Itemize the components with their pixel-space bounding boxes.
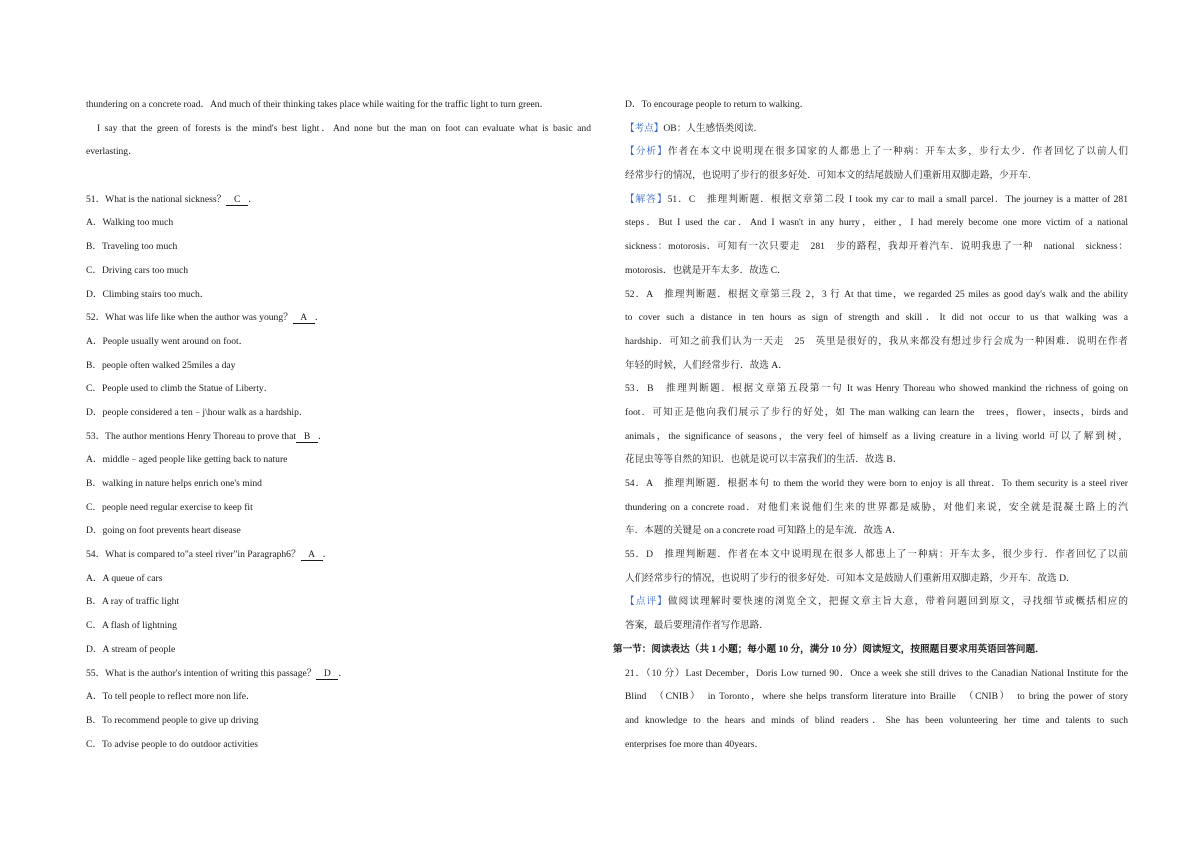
question-55-stem: 55．What is the author's intention of writing this passage？ D ． bbox=[86, 667, 348, 679]
answer-blank: A bbox=[301, 549, 323, 561]
right-column bbox=[613, 93, 1128, 756]
option: B．Traveling too much bbox=[86, 241, 178, 253]
answer-55-line: 55．D 推理判断题．作者在本文中说明现在很多人都患上了一种病：开车太多，很少步行．作者回忆了以前 bbox=[625, 549, 1128, 561]
answer-blank: A bbox=[293, 312, 315, 324]
option: D．A stream of people bbox=[86, 643, 176, 655]
question-54-stem: 54．What is compared to"a steel river"in Paragraph6？ A ． bbox=[86, 549, 333, 561]
jieda-line: steps．But I used the car．And I wasn't in any hurry，either，I had merely become one more victim of a national bbox=[625, 217, 1128, 229]
option: A．A queue of cars bbox=[86, 572, 163, 584]
question-53-stem: 53．The author mentions Henry Thoreau to prove that B ． bbox=[86, 430, 328, 442]
option: C．people need regular exercise to keep fit bbox=[86, 501, 253, 513]
answer-55-line: 人们经常步行的情况，也说明了步行的很多好处．可知本文是鼓励人们重新用双脚走路，少开车．故选 D． bbox=[625, 572, 1076, 584]
dianping-line: 【点评】做阅读理解时要快速的浏览全文，把握文章主旨大意，带着问题回到原文，寻找细节或概括相应的 bbox=[625, 596, 1128, 608]
kaodian-tag: 【考点】 bbox=[625, 122, 664, 134]
answer-53-line: 53．B 推理判断题．根据文章第五段第一句 It was Henry Thoreau who showed mankind the richness of going on bbox=[625, 383, 1128, 395]
jieda-tag: 【解答】 bbox=[625, 193, 668, 205]
option: D．people considered a ten﹣j\hour walk as a hardship． bbox=[86, 406, 309, 418]
option: A．Walking too much bbox=[86, 217, 174, 229]
question-21-line: Blind （CNIB） in Toronto，where she helps transform literature into Braille （CNIB） to bring the power of story bbox=[625, 691, 1128, 703]
answer-53-line: 花昆虫等等自然的知识．也就是说可以丰富我们的生活．故选 B． bbox=[625, 454, 903, 466]
dianping-line: 答案，最后要理清作者写作思路． bbox=[625, 620, 769, 632]
answer-53-line: animals，the significance of seasons，the very feel of himself as a living creature in a living world 可以了解到树， bbox=[625, 430, 1128, 442]
dianping-tag: 【点评】 bbox=[625, 596, 668, 608]
jieda-line: 【解答】51．C 推理判断题．根据文章第二段 I took my car to mail a small parcel．The journey is a matter of 281 bbox=[625, 193, 1128, 205]
option: B．A ray of traffic light bbox=[86, 596, 180, 608]
passage-line: everlasting． bbox=[86, 146, 138, 158]
answer-52-line: hardship．可知之前我们认为一天走 25 英里是很好的，我从来都没有想过步行会成为一种困难．说明在作者 bbox=[625, 335, 1128, 347]
passage-line: thundering on a concrete road．And much of their thinking takes place while waiting for the traffic light to turn green． bbox=[86, 99, 550, 110]
answer-52-line: to cover such a distance in ten hours as sign of strength and skill．It did not occur to us that walking was a bbox=[625, 312, 1128, 324]
passage-line: I say that the green of forests is the mind's best light．And none but the man on foot can evaluate what is basic and bbox=[97, 122, 591, 134]
option: B．people often walked 25miles a day bbox=[86, 359, 236, 371]
fenxi-line: 经常步行的情况，也说明了步行的很多好处．可知本文的结尾鼓励人们重新用双脚走路，少开车． bbox=[625, 170, 1038, 182]
answer-54-line: 车．本题的关键是 on a concrete road 可知路上的是车流．故选 A． bbox=[625, 525, 902, 537]
jieda-line: sickness：motorosis．可知有一次只要走 281 步的路程，我却开着汽车．说明我患了一种 national sickness： bbox=[625, 241, 1128, 253]
answer-53-line: foot．可知正是他向我们展示了步行的好处，如 The man walking can learn the trees，flower，insects，birds and bbox=[625, 406, 1128, 418]
answer-52-line: 年轻的时候，人们经常步行．故选 A． bbox=[625, 359, 788, 371]
left-column bbox=[86, 93, 591, 756]
question-21-line: 21．（10 分）Last December，Doris Low turned 90．Once a week she still drives to the Canadian National Institute for the bbox=[625, 667, 1128, 679]
question-52-stem: 52．What was life like when the author was young？ A ． bbox=[86, 312, 325, 324]
jieda-line: motorosis．也就是开车太多．故选 C． bbox=[625, 264, 787, 276]
kaodian-line: 【考点】OB：人生感悟类阅读． bbox=[625, 122, 764, 134]
answer-52-line: 52．A 推理判断题．根据文章第三段 2，3 行 At that time，we regarded 25 miles as good day's walk and the ability bbox=[625, 288, 1128, 300]
answer-blank: D bbox=[316, 668, 338, 680]
option: C．People used to climb the Statue of Liberty． bbox=[86, 383, 274, 395]
option: C．A flash of lightning bbox=[86, 620, 177, 632]
answer-54-line: thundering on a concrete road．对他们来说他们生来的世界都是威胁，对他们来说，安全就是混凝土路上的汽 bbox=[625, 501, 1128, 513]
question-21-line: enterprises foe more than 40years． bbox=[625, 738, 765, 750]
option: D．going on foot prevents heart disease bbox=[86, 525, 241, 537]
question-51-stem: 51．What is the national sickness？ C ． bbox=[86, 193, 258, 205]
option: C．To advise people to do outdoor activities bbox=[86, 738, 258, 750]
spacer bbox=[86, 164, 591, 188]
option: A．People usually went around on foot． bbox=[86, 335, 249, 347]
answer-blank: C bbox=[226, 194, 248, 206]
fenxi-tag: 【分析】 bbox=[625, 146, 668, 158]
section-heading: 第一节：阅读表达（共 1 小题；每小题 10 分，满分 10 分）阅读短文，按照题目要求用英语回答问题． bbox=[613, 643, 1045, 655]
answer-54-line: 54．A 推理判断题．根据本句 to them the world they were born to enjoy is all threat．To them security is a steel river bbox=[625, 478, 1128, 489]
option: C．Driving cars too much bbox=[86, 264, 189, 276]
fenxi-line: 【分析】作者在本文中说明现在很多国家的人都患上了一种病：开车太多，步行太少．作者回忆了以前人们 bbox=[625, 146, 1128, 158]
option: D．Climbing stairs too much． bbox=[86, 288, 210, 300]
answer-blank: B bbox=[296, 431, 318, 443]
option: A．middle﹣aged people like getting back to nature bbox=[86, 454, 288, 466]
option: B．walking in nature helps enrich one's mind bbox=[86, 478, 262, 489]
option: A．To tell people to reflect more non life． bbox=[86, 691, 256, 703]
option: B．To recommend people to give up driving bbox=[86, 714, 259, 726]
question-21-line: and knowledge to the hears and minds of blind readers．She has been volunteering her time and talents to such bbox=[625, 714, 1128, 726]
option: D．To encourage people to return to walking． bbox=[625, 99, 810, 110]
